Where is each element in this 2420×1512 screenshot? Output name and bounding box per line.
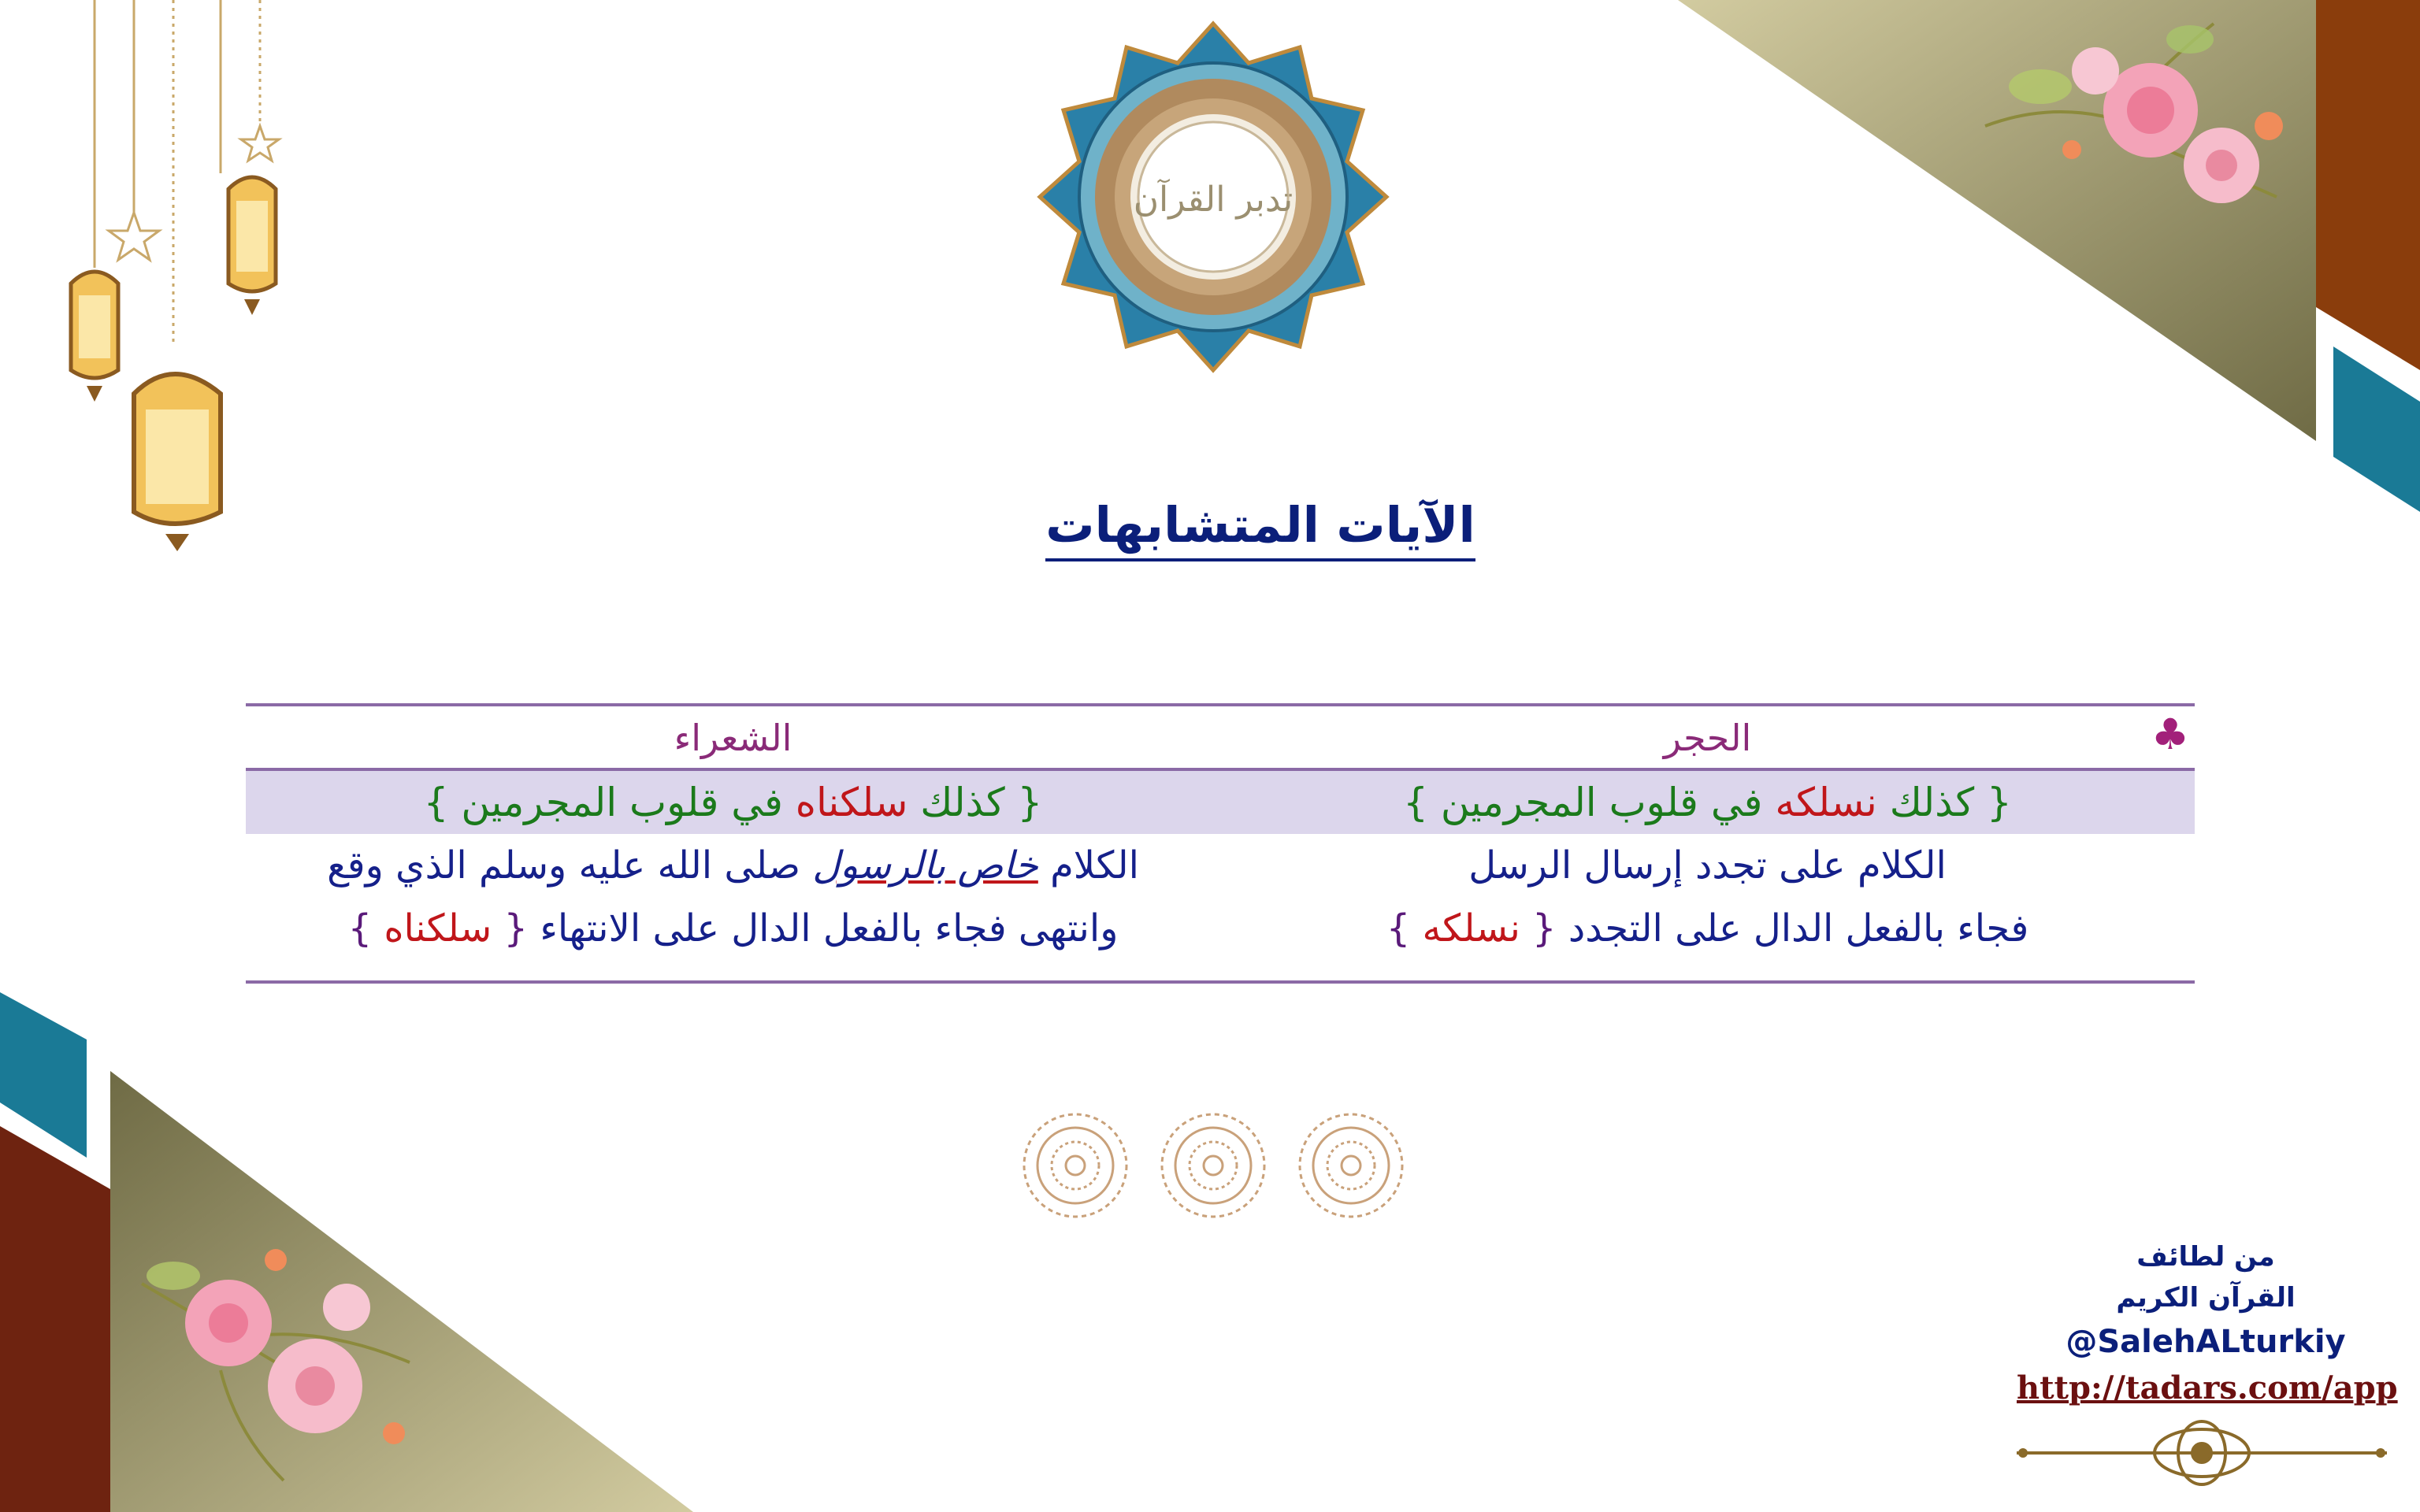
comparison-table [246, 703, 2195, 985]
hanging-lanterns [47, 0, 299, 551]
mandala-ornaments [1016, 1102, 1410, 1228]
table-header-row [246, 706, 2195, 769]
credit-line2: القرآن الكريم [2116, 1282, 2296, 1314]
explanation-hijr-line1: الكلام على تجدد إرسال الرسل [1468, 843, 1947, 888]
credit-line1: من لطائف [2136, 1241, 2275, 1273]
divider-ornament [2017, 1418, 2387, 1488]
explanation-row-2 [246, 897, 2195, 960]
header-shuara: الشعراء [674, 717, 792, 759]
logo-calligraphy: تدبر القرآن [1133, 180, 1294, 220]
explanation-shuara-line1: الكلام خاص بالرسول صلى الله عليه وسلم الذي وقع [327, 843, 1139, 888]
club-bullet: ♣ [2151, 710, 2190, 759]
verse-row [246, 771, 2195, 834]
website-link[interactable]: http://tadars.com/app [2017, 1369, 2398, 1406]
verse-hijr: { كذلك نسلكه في قلوب المجرمين } [1403, 780, 2012, 825]
credit-block [2017, 1236, 2398, 1411]
page-title: الآيات المتشابهات [867, 496, 1654, 575]
lantern [71, 272, 118, 402]
bottom-left-decoration [0, 992, 709, 1512]
tadabbur-logo-medallion [1024, 16, 1402, 378]
verse-shuara: { كذلك سلكناه في قلوب المجرمين } [423, 780, 1043, 825]
explanation-hijr-line2: فجاء بالفعل الدال على التجدد { نسلكه } [1386, 906, 2029, 951]
twitter-handle: @SalehALturkiy [2066, 1324, 2346, 1360]
flower-bouquet-top-right [1954, 8, 2308, 244]
explanation-shuara-line2: وانتهى فجاء بالفعل الدال على الانتهاء { سلكناه } [347, 906, 1119, 951]
header-hijr: الحجر [1663, 717, 1752, 759]
explanation-row-1 [246, 834, 2195, 897]
